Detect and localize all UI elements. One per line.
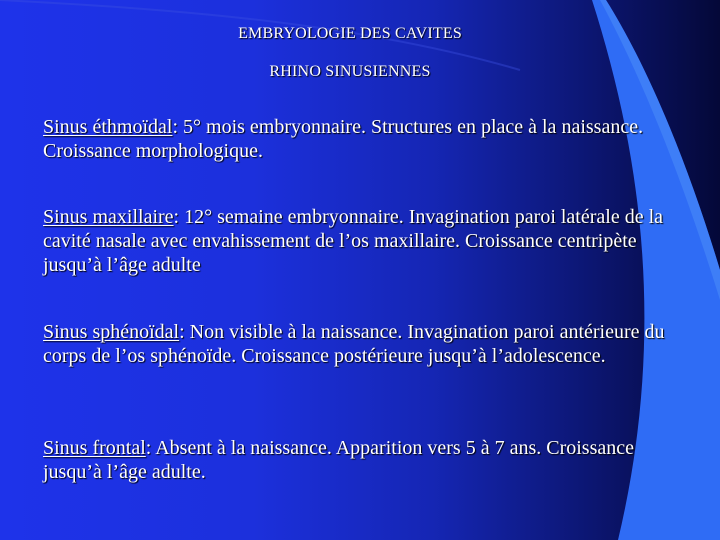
text-frontal: : Absent à la naissance. Apparition vers 5 à 7 ans. Croissance jusqu’à l’âge adulte. bbox=[43, 437, 634, 483]
term-sphenoid: Sinus sphénoïdal bbox=[43, 321, 180, 343]
paragraph-ethmoid bbox=[43, 115, 683, 163]
paragraph-maxillary bbox=[43, 205, 683, 277]
paragraph-sphenoid bbox=[43, 320, 683, 368]
text-maxillary: : 12° semaine embryonnaire. Invagination paroi latérale de la cavité nasale avec envahissement de l’os maxillaire. Croissance centripète jusqu’à l’âge adulte bbox=[43, 206, 664, 276]
text-sphenoid: : Non visible à la naissance. Invagination paroi antérieure du corps de l’os sphénoïde. Croissance postérieure jusqu’à l’adolescence. bbox=[43, 321, 665, 367]
term-maxillary: Sinus maxillaire bbox=[43, 206, 174, 228]
term-frontal: Sinus frontal bbox=[43, 437, 146, 459]
text-ethmoid: : 5° mois embryonnaire. Structures en place à la naissance. Croissance morphologique. bbox=[43, 116, 644, 162]
paragraph-frontal bbox=[43, 436, 683, 484]
slide-title-line-2: RHINO SINUSIENNES bbox=[269, 63, 431, 80]
slide-title-line-1: EMBRYOLOGIE DES CAVITES bbox=[238, 25, 462, 42]
term-ethmoid: Sinus éthmoïdal bbox=[43, 116, 173, 138]
